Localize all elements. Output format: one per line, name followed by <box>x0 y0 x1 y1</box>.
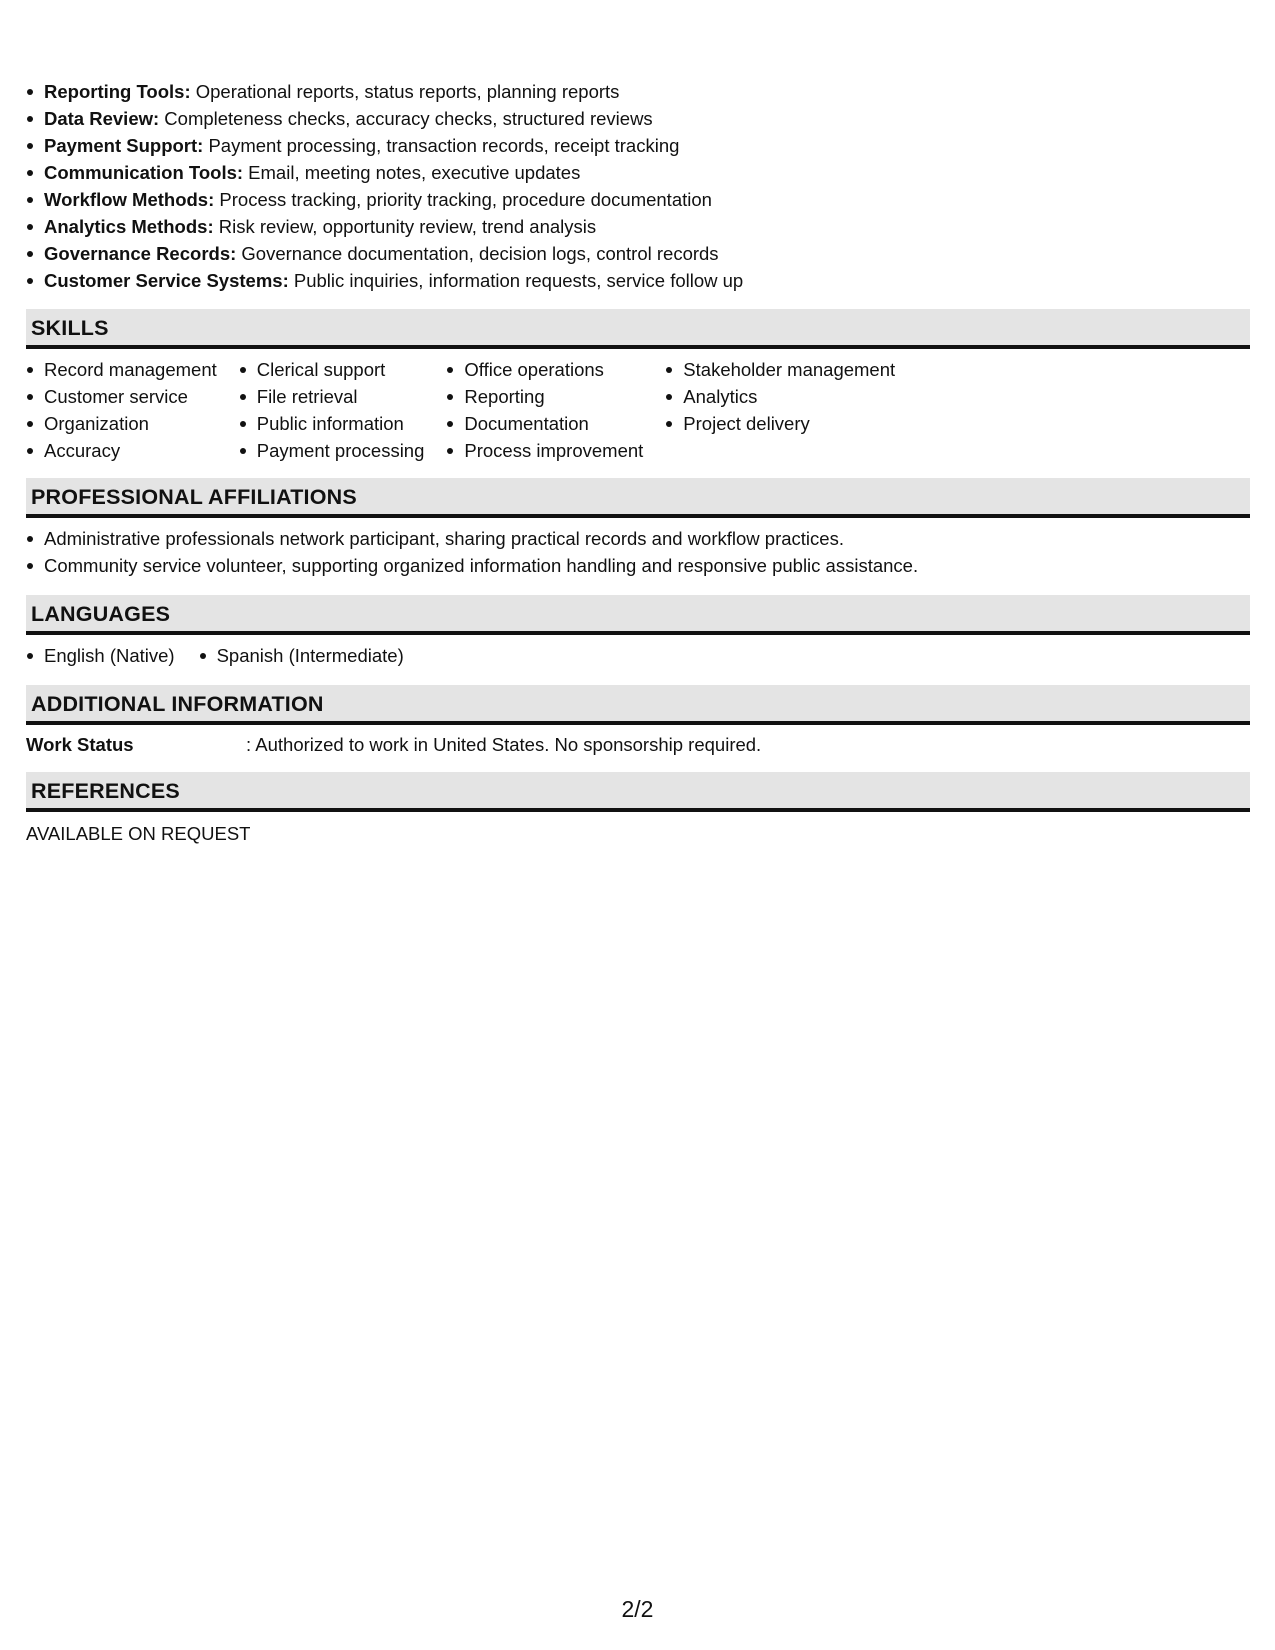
list-item <box>26 78 1250 105</box>
skills-grid <box>26 349 1250 464</box>
skills-column <box>446 356 643 464</box>
skill-item: File retrieval <box>239 383 425 410</box>
list-item-label: Customer Service Systems: <box>44 270 289 291</box>
skill-item: Public information <box>239 410 425 437</box>
work-status-value: : Authorized to work in United States. No sponsorship required. <box>246 734 762 755</box>
list-item-text: Completeness checks, accuracy checks, structured reviews <box>159 108 653 129</box>
list-item-text: Governance documentation, decision logs, control records <box>236 243 719 264</box>
section-title: PROFESSIONAL AFFILIATIONS <box>31 485 357 509</box>
list-item <box>26 267 1250 294</box>
list-item-text: Public inquiries, information requests, service follow up <box>288 270 744 291</box>
list-item-text: Payment processing, transaction records, receipt tracking <box>203 135 680 156</box>
list-item <box>26 159 1250 186</box>
skills-column <box>665 356 895 464</box>
skill-item: Accuracy <box>26 437 217 464</box>
affiliations-list <box>26 518 1250 579</box>
skill-item: Stakeholder management <box>665 356 895 383</box>
skill-item: Customer service <box>26 383 217 410</box>
skill-item: Payment processing <box>239 437 425 464</box>
section-title: LANGUAGES <box>31 602 171 626</box>
list-item-label: Analytics Methods: <box>44 216 214 237</box>
skills-column <box>239 356 425 464</box>
skill-item: Analytics <box>665 383 895 410</box>
skills-section-header <box>26 309 1250 349</box>
list-item-label: Payment Support: <box>44 135 204 156</box>
skill-item: Office operations <box>446 356 643 383</box>
section-title: ADDITIONAL INFORMATION <box>31 692 324 716</box>
resume-content <box>26 78 1250 847</box>
skill-item: Reporting <box>446 383 643 410</box>
skill-item: Organization <box>26 410 217 437</box>
additional-section-header <box>26 685 1250 725</box>
list-item-text: Email, meeting notes, executive updates <box>243 162 581 183</box>
languages-list <box>26 635 1250 669</box>
references-text: AVAILABLE ON REQUEST <box>26 823 251 844</box>
list-item <box>26 186 1250 213</box>
page-number: 2/2 <box>621 1596 654 1622</box>
skill-item: Process improvement <box>446 437 643 464</box>
list-item <box>26 105 1250 132</box>
list-item-label: Governance Records: <box>44 243 237 264</box>
list-item-text: Process tracking, priority tracking, procedure documentation <box>214 189 712 210</box>
language-item: English (Native) <box>26 642 175 669</box>
list-item-label: Communication Tools: <box>44 162 244 183</box>
work-status-label: Work Status <box>26 734 134 755</box>
affiliations-section-header <box>26 478 1250 518</box>
references-section-header <box>26 772 1250 812</box>
list-item <box>26 213 1250 240</box>
list-item <box>26 240 1250 267</box>
skill-item: Project delivery <box>665 410 895 437</box>
list-item-label: Data Review: <box>44 108 160 129</box>
skill-item: Record management <box>26 356 217 383</box>
list-item <box>26 132 1250 159</box>
tools-list <box>26 78 1250 294</box>
skill-item: Documentation <box>446 410 643 437</box>
section-title: SKILLS <box>31 316 109 340</box>
languages-section-header <box>26 595 1250 635</box>
affiliation-item: Community service volunteer, supporting organized information handling and responsive public assistance. <box>26 552 1250 579</box>
language-item: Spanish (Intermediate) <box>199 642 404 669</box>
skills-column <box>26 356 217 464</box>
section-title: REFERENCES <box>31 779 180 803</box>
list-item-text: Risk review, opportunity review, trend analysis <box>213 216 597 237</box>
list-item-text: Operational reports, status reports, planning reports <box>190 81 620 102</box>
list-item-label: Workflow Methods: <box>44 189 215 210</box>
work-status-row <box>26 725 1250 758</box>
skill-item: Clerical support <box>239 356 425 383</box>
list-item-label: Reporting Tools: <box>44 81 191 102</box>
affiliation-item: Administrative professionals network participant, sharing practical records and workflow practices. <box>26 525 1250 552</box>
